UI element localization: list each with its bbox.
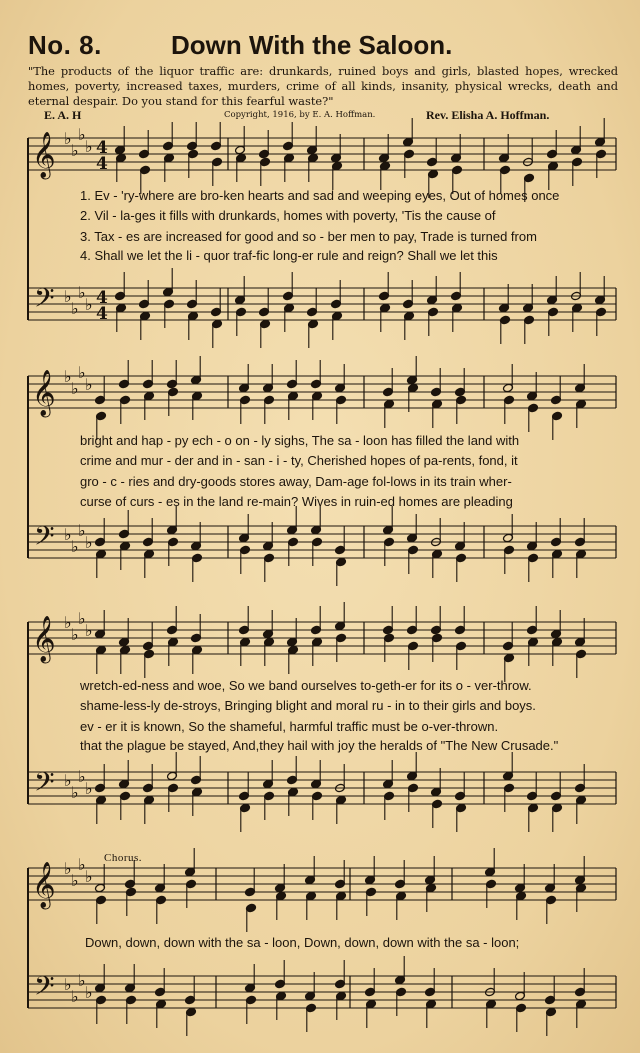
flat-sign-icon: ♭	[64, 129, 72, 148]
flat-sign-icon: ♭	[85, 983, 93, 1002]
flat-sign-icon: ♭	[85, 867, 93, 886]
time-signature: 4	[96, 288, 108, 308]
flat-sign-icon: ♭	[64, 367, 72, 386]
flat-sign-icon: ♭	[78, 609, 86, 628]
author-name: Rev. Elisha A. Hoffman.	[426, 108, 550, 122]
flat-sign-icon: ♭	[78, 283, 86, 302]
bass-clef-icon: 𝄢	[34, 282, 55, 320]
chorus-lyrics: Down, down, down with the sa - loon, Down, down, down with the sa - loon;	[85, 935, 520, 950]
flat-sign-icon: ♭	[78, 521, 86, 540]
flat-sign-icon: ♭	[71, 537, 79, 556]
flat-sign-icon: ♭	[78, 125, 86, 144]
flat-sign-icon: ♭	[78, 767, 86, 786]
treble-clef-icon: 𝄞	[32, 132, 56, 178]
verse-1-line-2: bright and hap - py ech - o on - ly sighs, The sa - loon has filled the land with	[80, 433, 520, 448]
composer-initials: E. A. H	[44, 108, 82, 122]
time-signature: 4	[96, 138, 108, 158]
verse-3-line-3: ev - er it is known, So the shameful, harmful traffic must be o-ver-thrown.	[80, 719, 499, 734]
flat-sign-icon: ♭	[85, 137, 93, 156]
verse-3-line-2: gro - c - ries and dry-goods stores away, Dam-age fol-lows in its train wher-	[80, 474, 512, 489]
flat-sign-icon: ♭	[64, 975, 72, 994]
bass-clef-icon: 𝄢	[34, 766, 55, 804]
flat-sign-icon: ♭	[64, 771, 72, 790]
flat-sign-icon: ♭	[71, 987, 79, 1006]
flat-sign-icon: ♭	[64, 525, 72, 544]
hymn-number: No. 8.	[28, 30, 102, 60]
chorus-label: Chorus.	[104, 852, 143, 864]
flat-sign-icon: ♭	[64, 859, 72, 878]
hymn-title: Down With the Saloon.	[171, 30, 453, 60]
verse-1-line-1: 1. Ev - 'ry-where are bro-ken hearts and sad and weeping eyes, Out of homes once	[80, 188, 560, 203]
flat-sign-icon: ♭	[71, 625, 79, 644]
flat-sign-icon: ♭	[85, 621, 93, 640]
time-signature: 4	[96, 154, 108, 174]
verse-4-line-1: 4. Shall we let the li - quor traf-fic long-er rule and reign? Shall we let this	[80, 248, 498, 263]
bass-clef-icon: 𝄢	[34, 520, 55, 558]
flat-sign-icon: ♭	[64, 613, 72, 632]
flat-sign-icon: ♭	[85, 533, 93, 552]
flat-sign-icon: ♭	[85, 375, 93, 394]
time-signature: 4	[96, 304, 108, 324]
verse-2-line-2: crime and mur - der and in - san - i - ty, Cherished hopes of pa-rents, fond, it	[80, 453, 518, 468]
verse-4-line-2: curse of curs - es in the land re-main? Wives in ruin-ed homes are pleading	[80, 494, 513, 509]
verse-2-line-1: 2. Vil - la-ges it fills with drunkards, homes with poverty, 'Tis the cause of	[80, 208, 496, 223]
flat-sign-icon: ♭	[78, 363, 86, 382]
flat-sign-icon: ♭	[78, 855, 86, 874]
flat-sign-icon: ♭	[78, 971, 86, 990]
flat-sign-icon: ♭	[71, 871, 79, 890]
flat-sign-icon: ♭	[85, 295, 93, 314]
epigraph-quote: "The products of the liquor traffic are: drunkards, ruined boys and girls, blasted hopes, wrecked homes, poverty, increased taxes, murders, crime of all kinds, insanity, physical wrecks, death and eternal despair. Do you stand for this fearful waste?"	[28, 64, 618, 108]
verse-4-line-3: that the plague be stayed, And,they hail with joy the heralds of "The New Crusade."	[80, 738, 559, 753]
verse-1-line-3: wretch-ed-ness and woe, So we band ourselves to-geth-er for its o - ver-throw.	[80, 678, 532, 693]
verse-3-line-1: 3. Tax - es are increased for good and so - ber men to pay, Trade is turned from	[80, 229, 537, 244]
bass-clef-icon: 𝄢	[34, 970, 55, 1008]
treble-clef-icon: 𝄞	[32, 370, 56, 416]
flat-sign-icon: ♭	[64, 287, 72, 306]
treble-clef-icon: 𝄞	[32, 862, 56, 908]
treble-clef-icon: 𝄞	[32, 616, 56, 662]
flat-sign-icon: ♭	[71, 299, 79, 318]
verse-2-line-3: shame-less-ly de-stroys, Bringing blight and moral ru - in to their girls and boys.	[80, 698, 536, 713]
flat-sign-icon: ♭	[71, 783, 79, 802]
flat-sign-icon: ♭	[71, 379, 79, 398]
flat-sign-icon: ♭	[85, 779, 93, 798]
copyright-notice: Copyright, 1916, by E. A. Hoffman.	[224, 110, 376, 120]
flat-sign-icon: ♭	[71, 141, 79, 160]
